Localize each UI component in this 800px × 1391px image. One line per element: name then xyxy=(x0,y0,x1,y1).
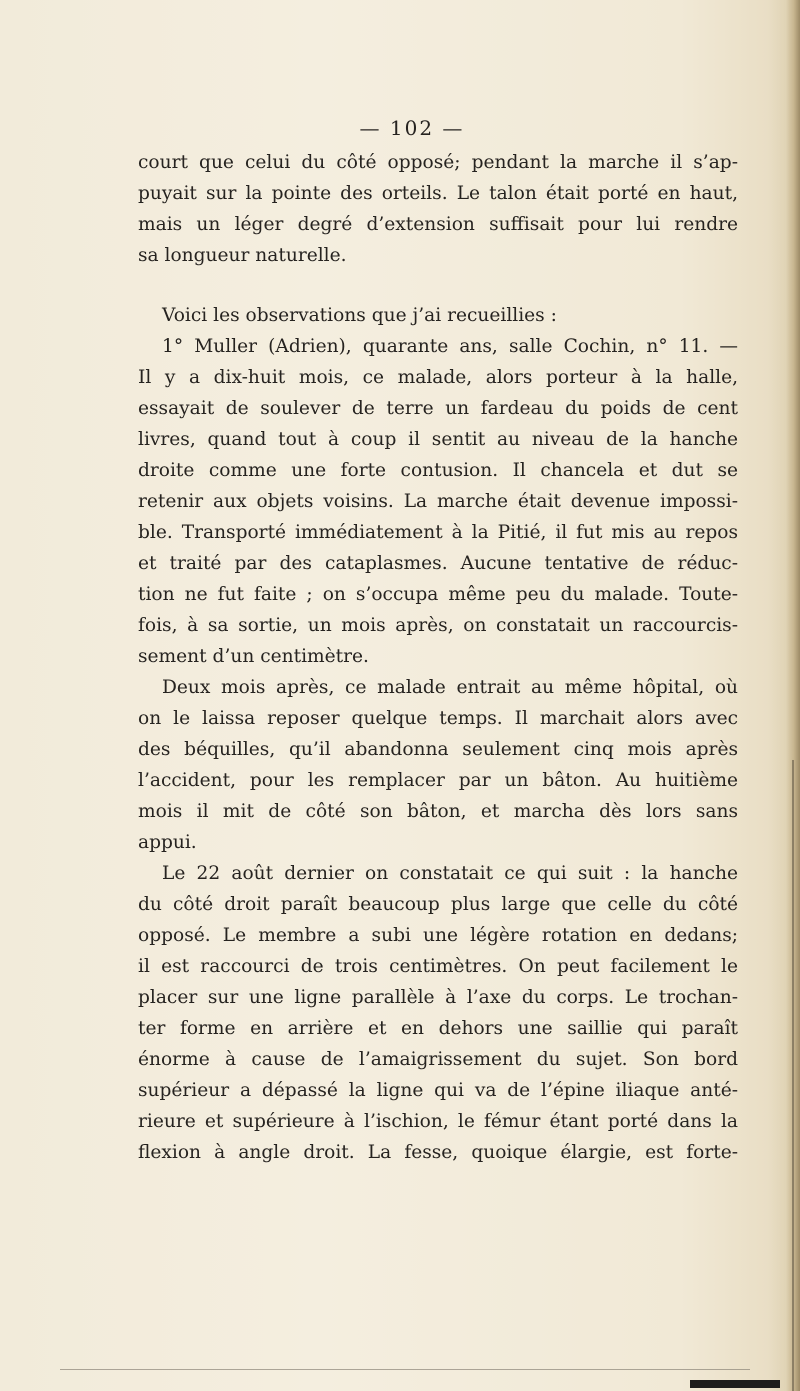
text-line: des béquilles, qu’il abandonna seulement cinq mois après xyxy=(138,739,738,760)
text-line: tion ne fut faite ; on s’occupa même peu du malade. Toute- xyxy=(138,584,738,605)
bottom-edge-mark xyxy=(690,1380,780,1388)
text-line: énorme à cause de l’amaigrissement du sujet. Son bord xyxy=(138,1049,738,1070)
text-line: livres, quand tout à coup il sentit au niveau de la hanche xyxy=(138,429,738,450)
text-line: Voici les observations que j’ai recueillies : xyxy=(162,305,557,326)
text-line: sa longueur naturelle. xyxy=(138,245,347,266)
text-line: ble. Transporté immédiatement à la Pitié, il fut mis au repos xyxy=(138,522,738,543)
text-line: 1° Muller (Adrien), quarante ans, salle Cochin, n° 11. — xyxy=(162,336,738,357)
text-line: mois il mit de côté son bâton, et marcha dès lors sans xyxy=(138,801,738,822)
body-text xyxy=(138,147,738,1168)
text-line: on le laissa reposer quelque temps. Il marchait alors avec xyxy=(138,708,738,729)
text-line: Il y a dix-huit mois, ce malade, alors porteur à la halle, xyxy=(138,367,738,388)
text-line: retenir aux objets voisins. La marche était devenue impossi- xyxy=(138,491,738,512)
text-line: Deux mois après, ce malade entrait au même hôpital, où xyxy=(162,677,738,698)
text-line: du côté droit paraît beaucoup plus large que celle du côté xyxy=(138,894,738,915)
page-number-header: — 102 — xyxy=(359,116,465,140)
bottom-rule xyxy=(60,1369,750,1370)
text-line: supérieur a dépassé la ligne qui va de l’épine iliaque anté- xyxy=(138,1080,738,1101)
text-line: court que celui du côté opposé; pendant la marche il s’ap- xyxy=(138,152,738,173)
text-line: placer sur une ligne parallèle à l’axe du corps. Le trochan- xyxy=(138,987,738,1008)
text-line: ter forme en arrière et en dehors une saillie qui paraît xyxy=(138,1018,738,1039)
text-line: flexion à angle droit. La fesse, quoique élargie, est forte- xyxy=(138,1142,738,1163)
text-line: opposé. Le membre a subi une légère rotation en dedans; xyxy=(138,925,738,946)
text-line: sement d’un centimètre. xyxy=(138,646,369,667)
text-line: appui. xyxy=(138,832,197,853)
page-edge-line xyxy=(792,760,794,1391)
text-line: il est raccourci de trois centimètres. On peut facilement le xyxy=(138,956,738,977)
text-line: droite comme une forte contusion. Il chancela et dut se xyxy=(138,460,738,481)
paragraph-gap xyxy=(138,271,738,300)
text-line: essayait de soulever de terre un fardeau du poids de cent xyxy=(138,398,738,419)
text-line: rieure et supérieure à l’ischion, le fémur étant porté dans la xyxy=(138,1111,738,1132)
text-line: mais un léger degré d’extension suffisait pour lui rendre xyxy=(138,214,738,235)
text-line: l’accident, pour les remplacer par un bâton. Au huitième xyxy=(138,770,738,791)
text-line: puyait sur la pointe des orteils. Le talon était porté en haut, xyxy=(138,183,738,204)
text-line: et traité par des cataplasmes. Aucune tentative de réduc- xyxy=(138,553,738,574)
text-line: Le 22 août dernier on constatait ce qui suit : la hanche xyxy=(162,863,738,884)
text-line: fois, à sa sortie, un mois après, on constatait un raccourcis- xyxy=(138,615,738,636)
